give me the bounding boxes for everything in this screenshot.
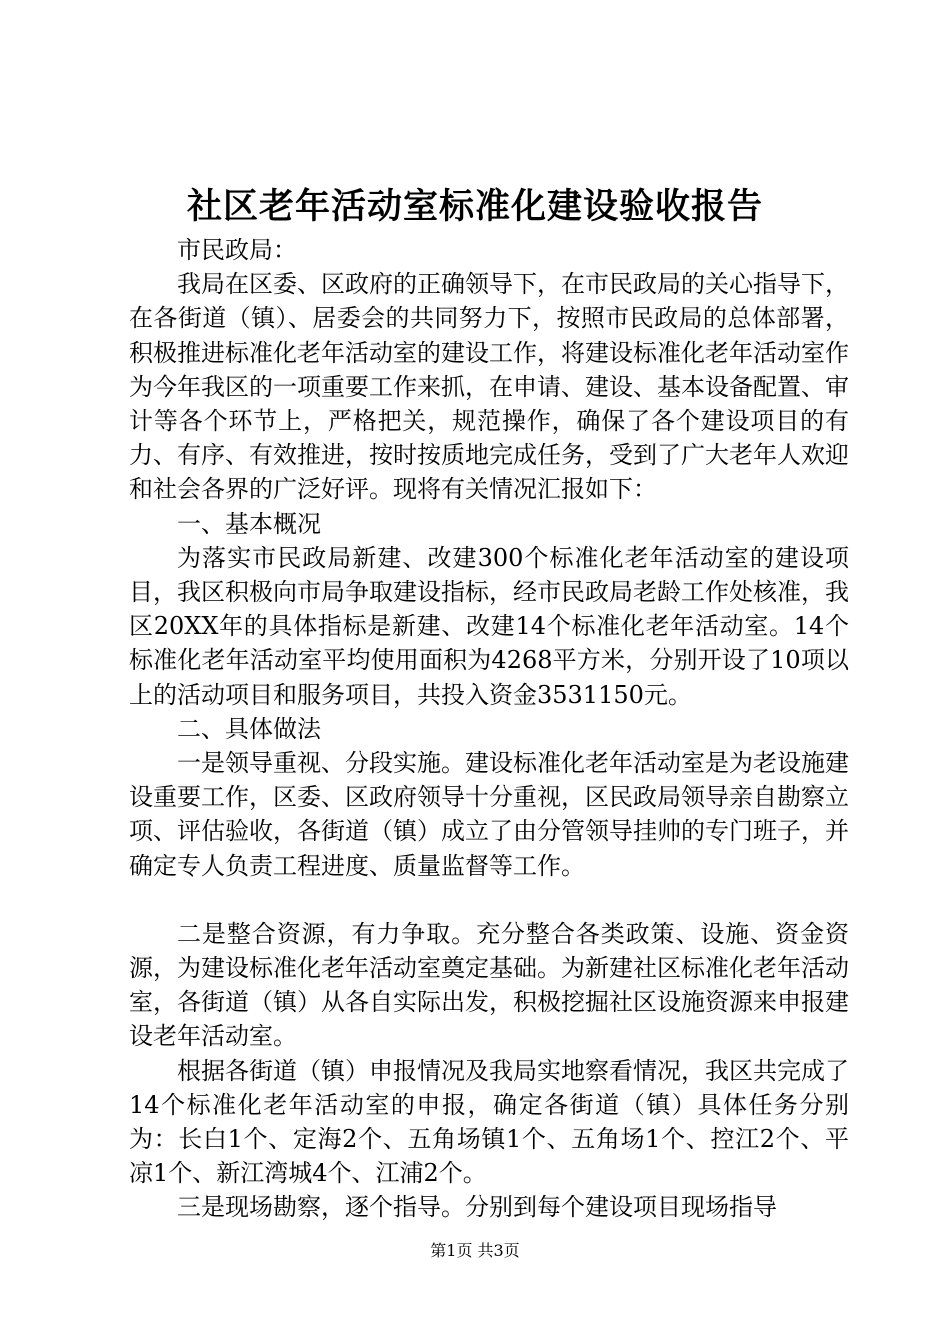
paragraph-applications: 根据各街道（镇）申报情况及我局实地察看情况，我区共完成了14个标准化老年活动室的申报，确定各街道（镇）具体任务分别为：长白1个、定海2个、五角场镇1个、五角场1个、控江2个、平凉1个、新江湾城4个、江浦2个。 xyxy=(129,1056,849,1188)
paragraph-intro: 我局在区委、区政府的正确领导下，在市民政局的关心指导下，在各街道（镇）、居委会的共同努力下，按照市民政局的总体部署，积极推进标准化老年活动室的建设工作，将建设标准化老年活动室作为今年我区的一项重要工作来抓，在申请、建设、基本设备配置、审计等各个环节上，严格把关，规范操作，确保了各个建设项目的有力、有序、有效推进，按时按质地完成任务，受到了广大老年人欢迎和社会各界的广泛好评。现将有关情况汇报如下： xyxy=(129,270,849,504)
paragraph-method-3: 三是现场勘察，逐个指导。分别到每个建设项目现场指导 xyxy=(177,1193,777,1222)
section-heading-overview: 一、基本概况 xyxy=(177,509,321,538)
paragraph-method-1: 一是领导重视、分段实施。建设标准化老年活动室是为老设施建设重要工作，区委、区政府领导十分重视，区民政局领导亲自勘察立项、评估验收，各街道（镇）成立了由分管领导挂帅的专门班子，并确定专人负责工程进度、质量监督等工作。 xyxy=(129,749,849,880)
page-number-footer: 第1页 共3页 xyxy=(430,1241,520,1260)
section-heading-methods: 二、具体做法 xyxy=(177,714,321,743)
salutation: 市民政局： xyxy=(177,236,297,264)
paragraph-overview: 为落实市民政局新建、改建300个标准化老年活动室的建设项目，我区积极向市局争取建设指标，经市民政局老龄工作处核准，我区20XX年的具体指标是新建、改建14个标准化老年活动室。14个标准化老年活动室平均使用面积为4268平方米，分别开设了10项以上的活动项目和服务项目，共投入资金3531150元。 xyxy=(129,543,849,709)
paragraph-method-2: 二是整合资源，有力争取。充分整合各类政策、设施、资金资源，为建设标准化老年活动室奠定基础。为新建社区标准化老年活动室，各街道（镇）从各自实际出发，积极挖掘社区设施资源来申报建设老年活动室。 xyxy=(129,919,849,1051)
document-title: 社区老年活动室标准化建设验收报告 xyxy=(186,186,763,227)
document-body xyxy=(129,233,849,1225)
